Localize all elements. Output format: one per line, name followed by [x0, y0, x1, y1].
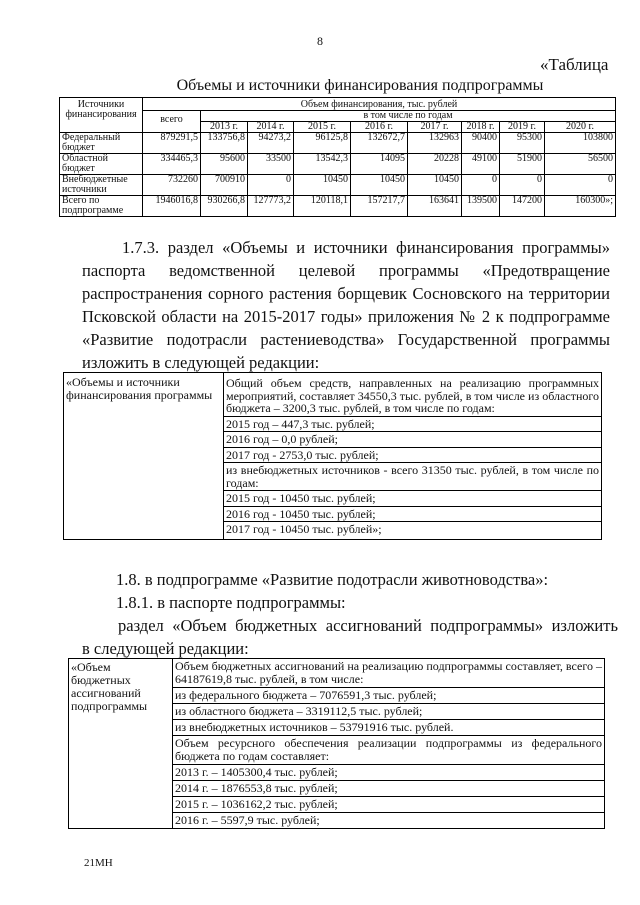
row-value: 879291,5: [143, 133, 201, 154]
row-value: 90400: [462, 133, 500, 154]
row-source: Всего по подпрограмме: [60, 196, 143, 217]
header-volume: Объем финансирования, тыс. рублей: [143, 98, 616, 111]
row-value: 133756,8: [201, 133, 248, 154]
paragraph-line: паспорта ведомственной целевой программы «Предотвращение: [82, 261, 610, 280]
row-value: 49100: [462, 154, 500, 175]
funding-details-cell: [224, 373, 602, 540]
funding-line: 2017 год - 10450 тыс. рублей»;: [224, 521, 601, 537]
year-header: 2020 г.: [545, 122, 616, 133]
row-value: 95600: [201, 154, 248, 175]
row-value: 56500: [545, 154, 616, 175]
row-value: 0: [248, 175, 294, 196]
row-value: 0: [500, 175, 545, 196]
row-value: 96125,8: [294, 133, 351, 154]
funding-line: Общий объем средств, направленных на реализацию программных мероприятий, составляет 34550,3 тыс. рублей, в том числе из областного бюджета – 3200,3 тыс. рублей, в том числе по годам:: [226, 376, 599, 415]
row-value: 139500: [462, 196, 500, 217]
table-row: [60, 196, 616, 217]
allocation-line: из внебюджетных источников – 53791916 тыс. рублей.: [173, 719, 604, 735]
row-value: 103800: [545, 133, 616, 154]
section-text-line-1: раздел «Объем бюджетных ассигнований подпрограммы» изложить: [118, 616, 618, 635]
paragraph-line: изложить в следующей редакции:: [82, 353, 320, 372]
row-value: 700910: [201, 175, 248, 196]
row-value: 157217,7: [351, 196, 408, 217]
row-value: 33500: [248, 154, 294, 175]
year-header: 2019 г.: [500, 122, 545, 133]
row-value: 10450: [408, 175, 462, 196]
row-value: 20228: [408, 154, 462, 175]
table-row: [60, 175, 616, 196]
allocation-line: Объем ресурсного обеспечения реализации подпрограммы из федерального бюджета по годам составляет:: [175, 736, 602, 763]
funding-line: 2017 год - 2753,0 тыс. рублей;: [224, 447, 601, 463]
allocation-line: 2016 г. – 5597,9 тыс. рублей;: [173, 812, 604, 828]
paragraph-line: Псковской области на 2015-2017 годы» приложения № 2 к подпрограмме: [82, 307, 610, 326]
funding-line: 2015 год – 447,3 тыс. рублей;: [224, 416, 601, 432]
allocation-line: из областного бюджета – 3319112,5 тыс. рублей;: [173, 703, 604, 719]
year-header: 2014 г.: [248, 122, 294, 133]
row-value: 160300»;: [545, 196, 616, 217]
section-1-8: 1.8. в подпрограмме «Развитие подотрасли животноводства»:: [116, 570, 549, 589]
row-value: 95300: [500, 133, 545, 154]
allocation-line: 2015 г. – 1036162,2 тыс. рублей;: [173, 796, 604, 812]
table-title: Объемы и источники финансирования подпрограммы: [176, 77, 544, 94]
funding-line: из внебюджетных источников - всего 31350 тыс. рублей, в том числе по годам:: [226, 463, 599, 490]
program-funding-table: [63, 372, 602, 540]
section-text-line-2: в следующей редакции:: [82, 639, 249, 658]
page-number: 8: [317, 34, 323, 48]
row-value: 13542,3: [294, 154, 351, 175]
funding-line: 2016 год – 0,0 рублей;: [224, 431, 601, 447]
row-value: 127773,2: [248, 196, 294, 217]
funding-label-cell: «Объемы и источники финансирования программы: [64, 373, 224, 540]
table-row: [60, 133, 616, 154]
allocation-details-cell: [173, 659, 605, 829]
row-value: 147200: [500, 196, 545, 217]
row-source: Областной бюджет: [60, 154, 143, 175]
row-value: 930266,8: [201, 196, 248, 217]
year-header: 2017 г.: [408, 122, 462, 133]
paragraph-line: 1.7.3. раздел «Объемы и источники финансирования программы»: [122, 238, 610, 257]
paragraph-1-7-3: [82, 236, 610, 374]
row-value: 14095: [351, 154, 408, 175]
header-total: всего: [143, 111, 201, 133]
year-header: 2018 г.: [462, 122, 500, 133]
header-sources: Источники финансирования: [60, 98, 143, 133]
row-value: 732260: [143, 175, 201, 196]
allocation-label-cell: «Объем бюджетных ассигнований подпрограммы: [69, 659, 173, 829]
allocation-line: 2014 г. – 1876553,8 тыс. рублей;: [173, 780, 604, 796]
row-value: 132672,7: [351, 133, 408, 154]
row-value: 334465,3: [143, 154, 201, 175]
allocation-line: из федерального бюджета – 7076591,3 тыс. рублей;: [173, 687, 604, 703]
row-value: 120118,1: [294, 196, 351, 217]
budget-allocation-table: [68, 658, 605, 829]
funding-line: 2016 год - 10450 тыс. рублей;: [224, 506, 601, 522]
footer-code: 21МН: [84, 857, 113, 869]
row-source: Федеральный бюджет: [60, 133, 143, 154]
row-value: 10450: [351, 175, 408, 196]
row-value: 51900: [500, 154, 545, 175]
allocation-line: 2013 г. – 1405300,4 тыс. рублей;: [173, 764, 604, 780]
paragraph-line: распространения сорного растения борщевик Сосновского на территории: [82, 284, 610, 303]
section-1-8-1: 1.8.1. в паспорте подпрограммы:: [116, 593, 346, 612]
row-value: 0: [545, 175, 616, 196]
table-row: [60, 154, 616, 175]
row-value: 1946016,8: [143, 196, 201, 217]
row-value: 163641: [408, 196, 462, 217]
header-by-years: в том числе по годам: [201, 111, 616, 122]
financing-table: [59, 97, 616, 217]
year-header: 2013 г.: [201, 122, 248, 133]
row-value: 132963: [408, 133, 462, 154]
row-value: 94273,2: [248, 133, 294, 154]
year-header: 2015 г.: [294, 122, 351, 133]
allocation-line: Объем бюджетных ассигнований на реализацию подпрограммы составляет, всего – 64187619,8 тыс. рублей, в том числе:: [175, 659, 602, 686]
year-header: 2016 г.: [351, 122, 408, 133]
row-value: 10450: [294, 175, 351, 196]
paragraph-line: «Развитие подотрасли растениеводства» Государственной программы: [82, 330, 610, 349]
row-value: 0: [462, 175, 500, 196]
funding-line: 2015 год - 10450 тыс. рублей;: [224, 490, 601, 506]
table-tag: «Таблица: [540, 55, 609, 74]
row-source: Внебюджетные источники: [60, 175, 143, 196]
